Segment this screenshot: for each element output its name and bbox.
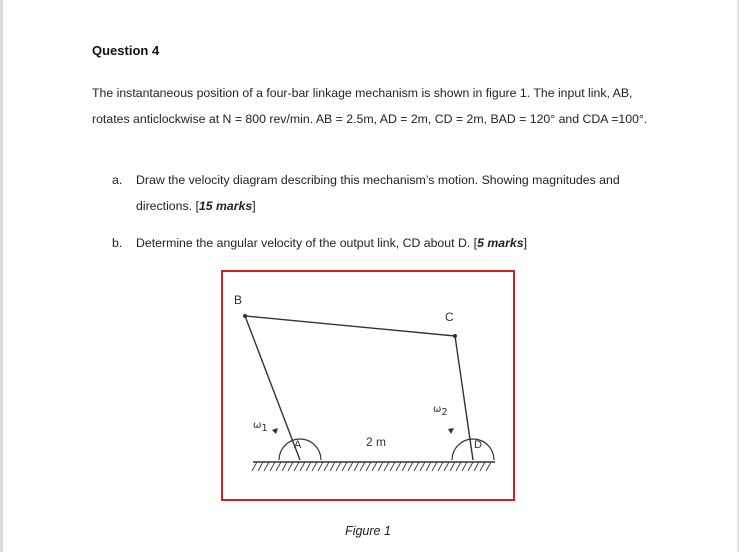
label-omega-2 bbox=[433, 404, 448, 418]
question-part-a bbox=[112, 167, 652, 219]
question-intro: The instantaneous position of a four-bar linkage mechanism is shown in figure 1. The input link, AB, rotates anticlockwise at N = 800 rev/min. AB = 2.5m, AD = 2m, CD = 2m, BAD = 120° and CDA =100°. bbox=[92, 86, 648, 126]
figure-1-frame bbox=[221, 270, 515, 501]
label-c: C bbox=[445, 310, 454, 324]
omega-1-symbol: ω bbox=[253, 420, 262, 431]
question-part-b bbox=[112, 230, 652, 256]
length-label: 2 m bbox=[366, 435, 387, 449]
link-bc bbox=[245, 316, 455, 336]
figure-caption: Figure 1 bbox=[345, 524, 391, 538]
part-a-body: Draw the velocity diagram describing this mechanism’s motion. Showing magnitudes and directions. [ bbox=[136, 173, 620, 213]
page-edge-left bbox=[0, 0, 3, 552]
part-b-marks: 5 marks bbox=[477, 236, 524, 250]
link-ab bbox=[245, 316, 300, 460]
joint-c bbox=[453, 334, 457, 338]
four-bar-linkage-diagram bbox=[223, 272, 517, 503]
omega-2-symbol: ω bbox=[433, 404, 442, 415]
label-omega-1 bbox=[253, 420, 268, 434]
part-b-text bbox=[136, 230, 652, 256]
part-b-body: Determine the angular velocity of the output link, CD about D. [ bbox=[136, 236, 478, 250]
part-b-close: ] bbox=[523, 236, 527, 250]
question-heading: Question 4 bbox=[92, 43, 160, 58]
arrowhead-d bbox=[448, 428, 454, 434]
label-d: D bbox=[474, 439, 482, 451]
part-a-marks: 15 marks bbox=[198, 199, 253, 213]
part-b-marker: b. bbox=[112, 236, 123, 250]
arrowhead-a bbox=[272, 428, 278, 434]
part-a-close: ] bbox=[252, 199, 256, 213]
label-b: B bbox=[234, 293, 243, 307]
omega-1-subscript: 1 bbox=[261, 423, 268, 434]
omega-2-subscript: 2 bbox=[441, 407, 448, 418]
ground-hatching bbox=[252, 462, 491, 471]
part-a-marker: a. bbox=[112, 173, 123, 187]
joint-b bbox=[243, 314, 247, 318]
label-a: A bbox=[294, 439, 302, 451]
part-a-text bbox=[136, 167, 652, 219]
